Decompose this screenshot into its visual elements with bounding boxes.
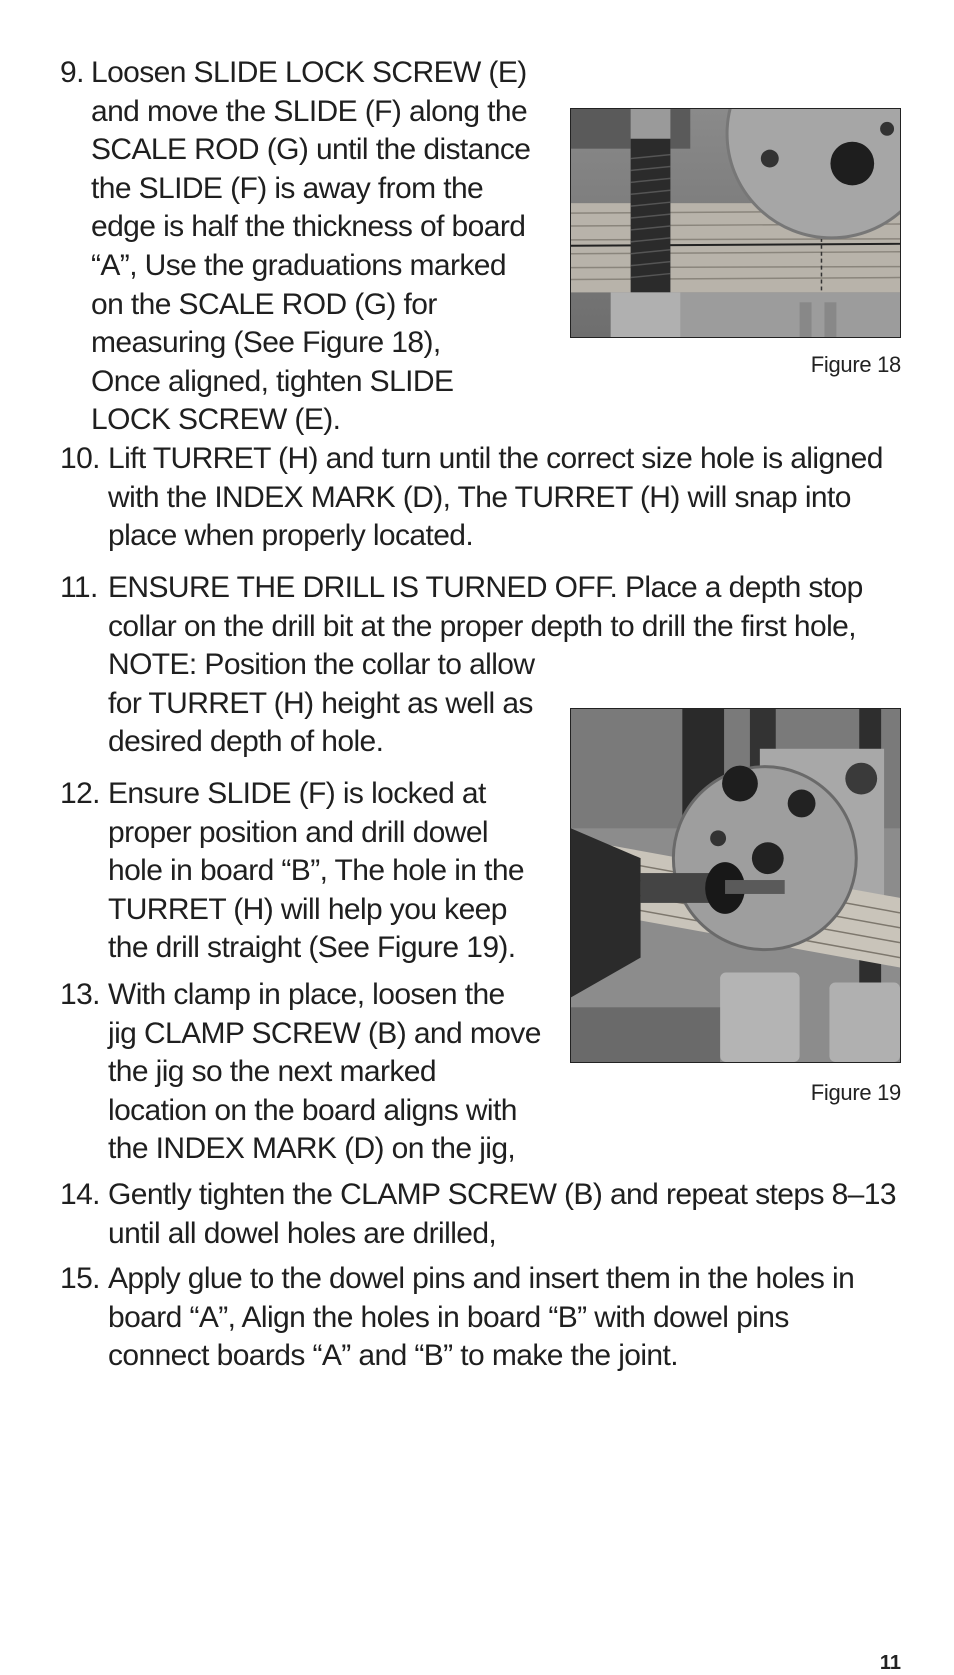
step-line: with the INDEX MARK (D), The TURRET (H) will snap into [108, 480, 851, 514]
step-line: Gently tighten the CLAMP SCREW (B) and repeat steps 8–13 [108, 1178, 896, 1211]
step-line: collar on the drill bit at the proper depth to drill the first hole, [108, 609, 856, 643]
step-line: ENSURE THE DRILL IS TURNED OFF. Place a depth stop [108, 571, 863, 604]
step-line: Once aligned, tighten SLIDE [91, 364, 454, 398]
figure-19-photo [570, 708, 901, 1063]
step-line: desired depth of hole. [108, 725, 384, 759]
step-line: “A”, Use the graduations marked [91, 248, 506, 282]
step-number: 10. [60, 442, 100, 475]
step-line: measuring (See Figure 18), [91, 326, 441, 360]
step-line: With clamp in place, loosen the [108, 978, 505, 1011]
step-line: Loosen SLIDE LOCK SCREW (E) [91, 56, 527, 89]
step-13 [60, 976, 541, 1169]
step-number: 12. [60, 777, 100, 810]
step-line: place when properly located. [108, 519, 474, 553]
step-number: 11. [60, 571, 98, 604]
step-line: the SLIDE (F) is away from the [91, 171, 484, 205]
step-line: TURRET (H) will help you keep [108, 892, 507, 926]
step-line: jig CLAMP SCREW (B) and move [108, 1016, 541, 1050]
step-number: 15. [60, 1262, 100, 1295]
step-line: Ensure SLIDE (F) is locked at [108, 777, 486, 810]
step-number: 9. [60, 56, 84, 89]
step-line: location on the board aligns with [108, 1093, 517, 1127]
step-10 [60, 440, 883, 556]
page-number: 11 [879, 1652, 901, 1674]
figure-18-photo [570, 108, 901, 338]
step-line: on the SCALE ROD (G) for [91, 287, 437, 321]
step-line: the INDEX MARK (D) on the jig, [108, 1132, 516, 1166]
step-line: until all dowel holes are drilled, [108, 1216, 497, 1250]
step-line: hole in board “B”, The hole in the [108, 854, 524, 888]
step-line: the jig so the next marked [108, 1055, 436, 1089]
step-number: 13. [60, 978, 100, 1011]
figure-18-caption: Figure 18 [810, 352, 901, 377]
step-line: and move the SLIDE (F) along the [91, 94, 528, 128]
step-12 [60, 775, 524, 968]
step-line: LOCK SCREW (E). [91, 403, 341, 437]
step-number: 14. [60, 1178, 100, 1211]
step-line: the drill straight (See Figure 19). [108, 931, 516, 965]
step-15 [60, 1260, 854, 1376]
step-line: connect boards “A” and “B” to make the joint. [108, 1339, 678, 1373]
step-line: SCALE ROD (G) until the distance [91, 133, 531, 167]
step-line: Apply glue to the dowel pins and insert them in the holes in [108, 1262, 855, 1295]
step-9 [60, 54, 530, 440]
step-line: board “A”, Align the holes in board “B” with dowel pins [108, 1300, 789, 1334]
step-14 [60, 1176, 896, 1253]
step-line: for TURRET (H) height as well as [108, 686, 533, 720]
step-line: Lift TURRET (H) and turn until the correct size hole is aligned [108, 442, 883, 475]
step-line: NOTE: Position the collar to allow [108, 648, 535, 682]
step-line: proper position and drill dowel [108, 815, 488, 849]
step-line: edge is half the thickness of board [91, 210, 526, 244]
figure-19-caption: Figure 19 [810, 1080, 901, 1105]
